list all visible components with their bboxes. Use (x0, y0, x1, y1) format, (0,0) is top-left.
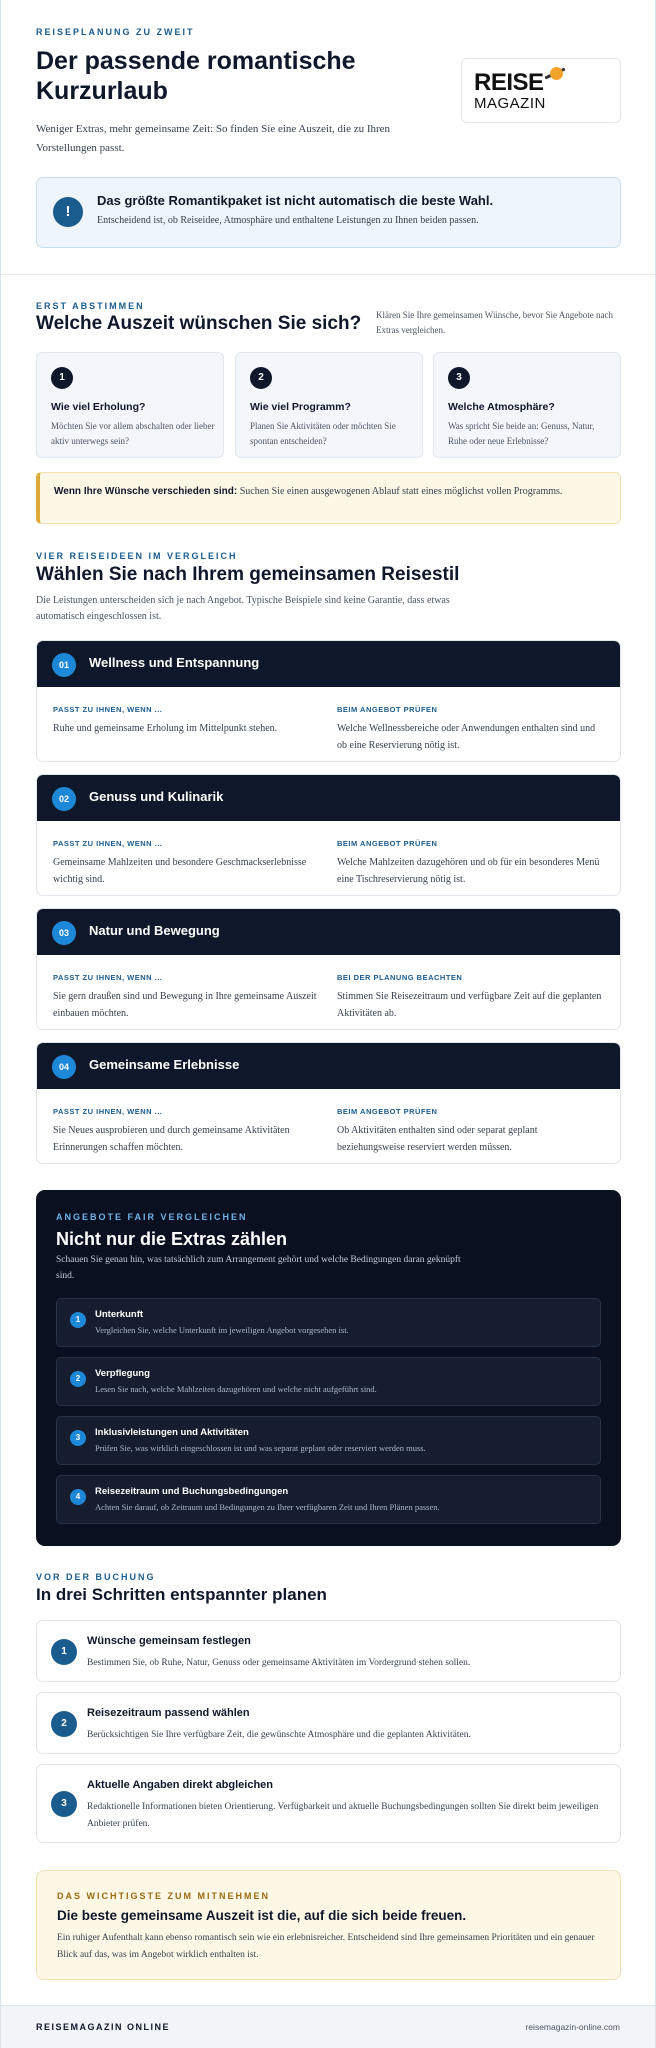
style-card-wellness (36, 640, 621, 762)
question-title: Wie viel Programm? (250, 401, 351, 413)
compare-row-text: Vergleichen Sie, welche Unterkunft im jeweiligen Angebot vorgesehen ist. (95, 1325, 349, 1335)
question-number: 1 (51, 367, 73, 389)
check-text: Stimmen Sie Reisezeitraum und verfügbare Zeit auf die geplanten Aktivitäten ab. (337, 991, 602, 1019)
fit-label: PASST ZU IHNEN, WENN ... (53, 973, 163, 982)
compare-row-title: Unterkunft (95, 1309, 144, 1320)
warning-text: Suchen Sie einen ausgewogenen Ablauf statt eines möglichst vollen Programms. (237, 486, 563, 497)
footer-url-link[interactable]: reisemagazin-online.com (525, 2022, 620, 2032)
compare-row-inklusivleistungen (56, 1416, 601, 1465)
fit-text: Gemeinsame Mahlzeiten und besondere Geschmackserlebnisse wichtig sind. (53, 857, 307, 885)
style-title: Gemeinsame Erlebnisse (89, 1057, 240, 1072)
sun-icon (550, 67, 563, 80)
check-label: BEIM ANGEBOT PRÜFEN (337, 1107, 438, 1116)
check-text: Ob Aktivitäten enthalten sind oder separat geplant beziehungsweise reserviert werden müssen. (337, 1125, 538, 1153)
question-card-1 (36, 352, 224, 458)
question-text: Was spricht Sie beide an: Genuss, Natur, Ruhe oder neue Erlebnisse? (448, 421, 595, 446)
page-title: Der passende romantische Kurzurlaub (36, 47, 356, 105)
steps-title: In drei Schritten entspannter planen (36, 1585, 327, 1604)
compare-row-title: Verpflegung (95, 1368, 150, 1379)
style-number: 01 (52, 653, 76, 677)
style-title: Genuss und Kulinarik (89, 789, 224, 804)
question-number: 3 (448, 367, 470, 389)
style-card-header (37, 641, 621, 687)
footer (1, 2005, 655, 2048)
compare-section (36, 1190, 621, 1546)
question-title: Welche Atmosphäre? (448, 401, 555, 413)
style-card-header (37, 909, 621, 955)
steps-eyebrow: VOR DER BUCHUNG (36, 1572, 156, 1582)
question-card-3 (433, 352, 621, 458)
compare-number: 4 (70, 1489, 86, 1505)
compare-intro: Schauen Sie genau hin, was tatsächlich zum Arrangement gehört und welche Bedingungen daran geknüpft sind. (56, 1255, 461, 1281)
style-card-kulinarik (36, 774, 621, 896)
alert-title: Das größte Romantikpaket ist nicht automatisch die beste Wahl. (97, 193, 494, 208)
logo-line2: MAGAZIN (474, 95, 546, 112)
step-card-3 (36, 1764, 621, 1843)
fit-label: PASST ZU IHNEN, WENN ... (53, 1107, 163, 1116)
exclamation-icon: ! (53, 197, 83, 227)
check-label: BEI DER PLANUNG BEACHTEN (337, 973, 463, 982)
styles-eyebrow: VIER REISEIDEEN IM VERGLEICH (36, 551, 238, 561)
compare-number: 2 (70, 1371, 86, 1387)
check-label: BEIM ANGEBOT PRÜFEN (337, 839, 438, 848)
fit-text: Sie gern draußen sind und Bewegung in Ihre gemeinsame Auszeit einbauen möchten. (53, 991, 317, 1019)
styles-title: Wählen Sie nach Ihrem gemeinsamen Reisestil (36, 564, 460, 585)
question-title: Wie viel Erholung? (51, 401, 146, 413)
fit-text: Ruhe und gemeinsame Erholung im Mittelpunkt stehen. (53, 723, 278, 734)
compare-row-text: Achten Sie darauf, ob Zeitraum und Bedingungen zu Ihrer verfügbaren Zeit und Ihren Plänen passen. (95, 1502, 440, 1512)
style-card-header (37, 1043, 621, 1089)
compare-eyebrow: ANGEBOTE FAIR VERGLEICHEN (56, 1212, 248, 1222)
reisemagazin-logo (461, 58, 621, 123)
alert-text: Entscheidend ist, ob Reiseidee, Atmosphäre und enthaltene Leistungen zu Ihnen beiden passen. (97, 215, 479, 226)
compare-title: Nicht nur die Extras zählen (56, 1229, 288, 1249)
step-title: Reisezeitraum passend wählen (87, 1707, 250, 1719)
takeaway-text: Ein ruhiger Aufenthalt kann ebenso romantisch sein wie ein erlebnisreicher. Entscheidend sind Ihre gemeinsamen Prioritäten und ein genauer Blick auf das, was im Angebot wirklich enthalten ist. (57, 1933, 595, 1960)
compare-row-unterkunft (56, 1298, 601, 1347)
step-number: 2 (51, 1711, 77, 1737)
question-card-2 (235, 352, 423, 458)
fit-label: PASST ZU IHNEN, WENN ... (53, 839, 163, 848)
footer-brand: REISEMAGAZIN ONLINE (36, 2022, 171, 2032)
info-alert (36, 177, 621, 248)
takeaway-eyebrow: DAS WICHTIGSTE ZUM MITNEHMEN (57, 1891, 270, 1901)
wishes-note: Klären Sie Ihre gemeinsamen Wünsche, bevor Sie Angebote nach Extras vergleichen. (376, 310, 614, 335)
compare-number: 1 (70, 1312, 86, 1328)
compare-row-title: Inklusivleistungen und Aktivitäten (95, 1427, 249, 1438)
fit-text: Sie Neues ausprobieren und durch gemeinsame Aktivitäten Erinnerungen schaffen möchten. (53, 1125, 290, 1153)
warning-bold: Wenn Ihre Wünsche verschieden sind: (54, 486, 238, 497)
compare-row-verpflegung (56, 1357, 601, 1406)
takeaway-box (36, 1870, 621, 1980)
compare-row-text: Lesen Sie nach, welche Mahlzeiten dazugehören und welche nicht aufgeführt sind. (95, 1384, 377, 1394)
hero-section (1, 0, 655, 275)
step-number: 1 (51, 1639, 77, 1665)
compare-number: 3 (70, 1430, 86, 1446)
styles-intro: Die Leistungen unterscheiden sich je nach Angebot. Typische Beispiele sind keine Garantie, dass etwas automatisch eingeschlossen ist. (36, 595, 450, 622)
question-text: Planen Sie Aktivitäten oder möchten Sie spontan entscheiden? (250, 421, 396, 446)
warning-callout (36, 472, 621, 524)
check-label: BEIM ANGEBOT PRÜFEN (337, 705, 438, 714)
style-title: Wellness und Entspannung (89, 655, 260, 670)
takeaway-title: Die beste gemeinsame Auszeit ist die, auf die sich beide freuen. (57, 1908, 467, 1923)
style-card-natur (36, 908, 621, 1030)
fit-label: PASST ZU IHNEN, WENN ... (53, 705, 163, 714)
style-title: Natur und Bewegung (89, 923, 220, 938)
style-number: 04 (52, 1055, 76, 1079)
step-title: Wünsche gemeinsam festlegen (87, 1635, 251, 1647)
wishes-title: Welche Auszeit wünschen Sie sich? (36, 313, 362, 334)
compare-row-text: Prüfen Sie, was wirklich eingeschlossen ist und was separat geplant oder reserviert werden muss. (95, 1443, 426, 1453)
compare-row-buchungsbedingungen (56, 1475, 601, 1524)
step-card-1 (36, 1620, 621, 1682)
style-card-erlebnisse (36, 1042, 621, 1164)
style-card-header (37, 775, 621, 821)
question-number: 2 (250, 367, 272, 389)
step-text: Bestimmen Sie, ob Ruhe, Natur, Genuss oder gemeinsame Aktivitäten im Vordergrund stehen sollen. (87, 1658, 471, 1668)
check-text: Welche Mahlzeiten dazugehören und ob für ein besonderes Menü eine Tischreservierung nötig ist. (337, 857, 600, 885)
logo-line1: REISE (474, 69, 544, 96)
style-number: 03 (52, 921, 76, 945)
compare-row-title: Reisezeitraum und Buchungsbedingungen (95, 1486, 289, 1497)
step-number: 3 (51, 1791, 77, 1817)
step-title: Aktuelle Angaben direkt abgleichen (87, 1779, 274, 1791)
style-number: 02 (52, 787, 76, 811)
step-card-2 (36, 1692, 621, 1754)
step-text: Redaktionelle Informationen bieten Orientierung. Verfügbarkeit und aktuelle Buchungsbedingungen sollten Sie direkt beim jeweiligen Anbieter prüfen. (87, 1802, 599, 1829)
question-text: Möchten Sie vor allem abschalten oder lieber aktiv unterwegs sein? (51, 421, 215, 446)
step-text: Berücksichtigen Sie Ihre verfügbare Zeit, die gewünschte Atmosphäre und die geplanten Aktivitäten. (87, 1730, 471, 1740)
check-text: Welche Wellnessbereiche oder Anwendungen enthalten sind und ob eine Reservierung nötig ist. (337, 723, 596, 751)
wishes-eyebrow: ERST ABSTIMMEN (36, 301, 145, 311)
hero-eyebrow: REISEPLANUNG ZU ZWEIT (36, 27, 195, 37)
hero-intro: Weniger Extras, mehr gemeinsame Zeit: So finden Sie eine Auszeit, die zu Ihren Vorstellungen passt. (36, 123, 391, 154)
